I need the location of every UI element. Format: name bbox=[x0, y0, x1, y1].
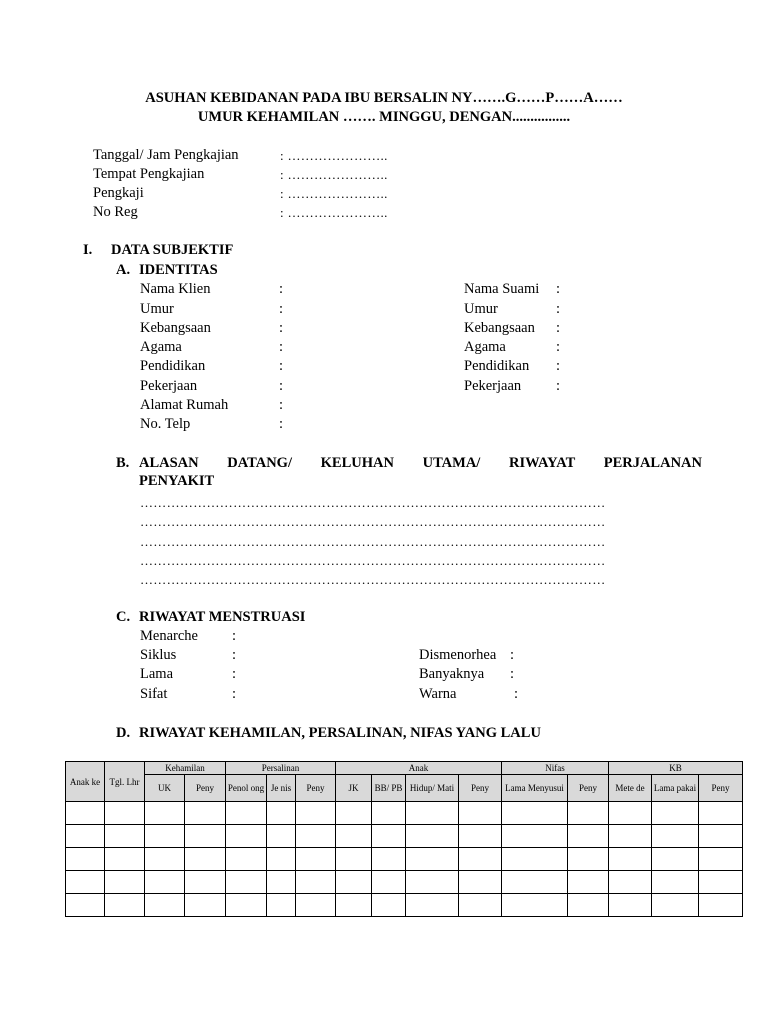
field-kebangsaan-suami: Kebangsaan bbox=[464, 320, 535, 336]
field-agama: Agama bbox=[140, 339, 182, 355]
table-header-row-2 bbox=[66, 775, 743, 802]
field-warna: Warna bbox=[419, 686, 457, 702]
dotted-line: …………………………………………………………………………………………… bbox=[140, 495, 606, 510]
col-tgl-lahir: Tgl. Lhr bbox=[105, 762, 145, 802]
meta-value-tanggal: : ………………….. bbox=[280, 148, 388, 163]
col-peny: Peny bbox=[699, 775, 743, 802]
group-anak: Anak bbox=[336, 762, 502, 775]
field-colon: : bbox=[556, 281, 561, 297]
col-uk: UK bbox=[145, 775, 185, 802]
col-peny: Peny bbox=[459, 775, 502, 802]
col-penolong: Penol ong bbox=[226, 775, 267, 802]
col-metode: Mete de bbox=[609, 775, 652, 802]
riwayat-heading: RIWAYAT KEHAMILAN, PERSALINAN, NIFAS YANG LALU bbox=[139, 725, 541, 741]
table-row bbox=[66, 825, 743, 848]
section-number: I. bbox=[83, 242, 93, 258]
field-colon: : bbox=[510, 666, 515, 682]
identitas-letter: A. bbox=[116, 262, 131, 278]
col-hidup-mati: Hidup/ Mati bbox=[406, 775, 459, 802]
field-menarche: Menarche bbox=[140, 628, 198, 644]
dotted-line: …………………………………………………………………………………………… bbox=[140, 553, 606, 568]
field-banyaknya: Banyaknya bbox=[419, 666, 485, 682]
table-row bbox=[66, 802, 743, 825]
col-peny: Peny bbox=[296, 775, 336, 802]
meta-label-noreg: No Reg bbox=[93, 204, 138, 220]
riwayat-letter: D. bbox=[116, 725, 131, 741]
group-nifas: Nifas bbox=[502, 762, 609, 775]
riwayat-table bbox=[65, 761, 743, 917]
field-colon: : bbox=[279, 301, 284, 317]
field-umur-suami: Umur bbox=[464, 301, 498, 317]
field-pekerjaan-suami: Pekerjaan bbox=[464, 378, 522, 394]
group-persalinan: Persalinan bbox=[226, 762, 336, 775]
field-colon: : bbox=[279, 397, 284, 413]
field-colon: : bbox=[232, 628, 237, 644]
field-pendidikan-suami: Pendidikan bbox=[464, 358, 530, 374]
field-no-telp: No. Telp bbox=[140, 416, 191, 432]
form-title-line-2: UMUR KEHAMILAN ……. MINGGU, DENGAN................ bbox=[197, 109, 571, 125]
field-colon: : bbox=[556, 301, 561, 317]
group-kb: KB bbox=[609, 762, 743, 775]
alasan-letter: B. bbox=[116, 455, 130, 471]
identitas-heading: IDENTITAS bbox=[139, 262, 218, 278]
field-lama: Lama bbox=[140, 666, 174, 682]
field-pendidikan: Pendidikan bbox=[140, 358, 206, 374]
table-row bbox=[66, 848, 743, 871]
field-colon: : bbox=[232, 647, 237, 663]
field-nama-klien: Nama Klien bbox=[140, 281, 211, 297]
field-dismenorhea: Dismenorhea bbox=[419, 647, 497, 663]
field-colon: : bbox=[232, 666, 237, 682]
section-title: DATA SUBJEKTIF bbox=[111, 242, 234, 258]
col-peny: Peny bbox=[185, 775, 226, 802]
field-umur: Umur bbox=[140, 301, 174, 317]
field-colon: : bbox=[279, 320, 284, 336]
meta-value-noreg: : ………………….. bbox=[280, 205, 388, 220]
field-alamat-rumah: Alamat Rumah bbox=[140, 397, 229, 413]
table-body bbox=[66, 802, 743, 917]
form-title-line-1: ASUHAN KEBIDANAN PADA IBU BERSALIN NY…….G……P……A…… bbox=[145, 90, 623, 106]
meta-label-tempat: Tempat Pengkajian bbox=[93, 166, 205, 182]
alasan-heading-line-1: ALASAN DATANG/ KELUHAN UTAMA/ RIWAYAT PERJALANAN bbox=[139, 455, 702, 471]
field-sifat: Sifat bbox=[140, 686, 168, 702]
col-anak-ke: Anak ke bbox=[66, 762, 105, 802]
col-bb-pb: BB/ PB bbox=[372, 775, 406, 802]
dotted-line: …………………………………………………………………………………………… bbox=[140, 572, 606, 587]
field-colon: : bbox=[510, 647, 515, 663]
field-siklus: Siklus bbox=[140, 647, 177, 663]
col-lama-pakai: Lama pakai bbox=[652, 775, 699, 802]
field-colon: : bbox=[556, 358, 561, 374]
table-header-row-1 bbox=[66, 762, 743, 775]
col-jenis: Je nis bbox=[267, 775, 296, 802]
group-kehamilan: Kehamilan bbox=[145, 762, 226, 775]
field-colon: : bbox=[279, 339, 284, 355]
meta-label-tanggal: Tanggal/ Jam Pengkajian bbox=[93, 147, 239, 163]
field-colon: : bbox=[556, 320, 561, 336]
meta-value-pengkaji: : ………………….. bbox=[280, 186, 388, 201]
table-row bbox=[66, 871, 743, 894]
field-nama-suami: Nama Suami bbox=[464, 281, 540, 297]
meta-label-pengkaji: Pengkaji bbox=[93, 185, 144, 201]
col-lama-menyusui: Lama Menyusui bbox=[502, 775, 568, 802]
dotted-line: …………………………………………………………………………………………… bbox=[140, 534, 606, 549]
menstruasi-heading: RIWAYAT MENSTRUASI bbox=[139, 609, 306, 625]
field-pekerjaan: Pekerjaan bbox=[140, 378, 198, 394]
menstruasi-letter: C. bbox=[116, 609, 131, 625]
field-colon: : bbox=[279, 281, 284, 297]
field-colon: : bbox=[279, 358, 284, 374]
table-row bbox=[66, 894, 743, 917]
field-colon: : bbox=[514, 686, 519, 702]
field-colon: : bbox=[279, 378, 284, 394]
alasan-heading-line-2: PENYAKIT bbox=[139, 473, 215, 489]
field-colon: : bbox=[556, 339, 561, 355]
field-colon: : bbox=[556, 378, 561, 394]
field-kebangsaan: Kebangsaan bbox=[140, 320, 211, 336]
field-colon: : bbox=[279, 416, 284, 432]
col-peny: Peny bbox=[568, 775, 609, 802]
dotted-line: …………………………………………………………………………………………… bbox=[140, 514, 606, 529]
field-agama-suami: Agama bbox=[464, 339, 506, 355]
col-jk: JK bbox=[336, 775, 372, 802]
meta-value-tempat: : ………………….. bbox=[280, 167, 388, 182]
field-colon: : bbox=[232, 686, 237, 702]
